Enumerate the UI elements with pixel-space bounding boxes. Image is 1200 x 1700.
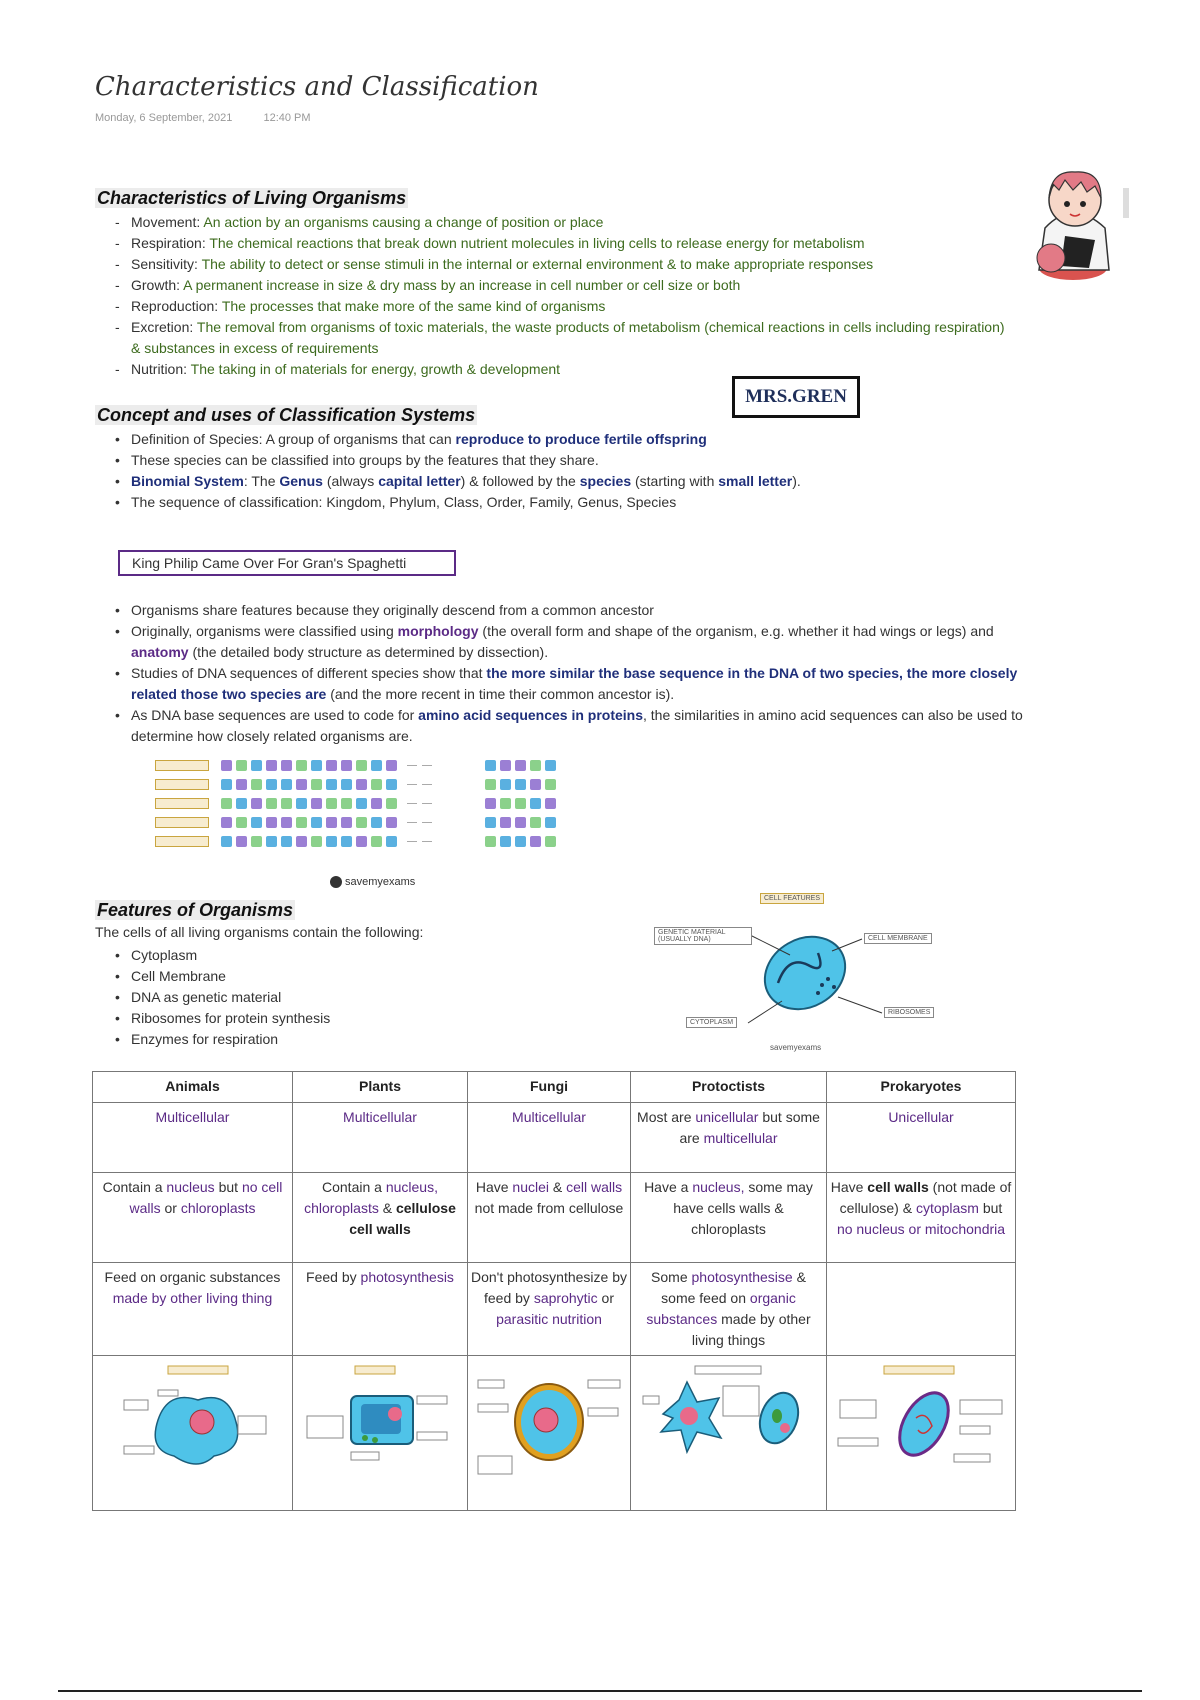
cell-fungi-structure: Have nuclei & cell walls not made from cellulose (468, 1173, 631, 1263)
amino-acid-block (251, 836, 262, 847)
cell-animals-structure: Contain a nucleus but no cell walls or chloroplasts (93, 1173, 293, 1263)
species-definition: • Definition of Species: A group of organisms that can reproduce to produce fertile offspring (95, 429, 1015, 450)
cell-membrane-label: CELL MEMBRANE (864, 933, 932, 944)
amino-acid-block (326, 836, 337, 847)
sequence-gap (407, 803, 417, 804)
amino-acid-block (530, 760, 541, 771)
amino-acid-block (341, 836, 352, 847)
table-row (93, 1173, 1016, 1263)
cell-fungi-cellularity: Multicellular (468, 1103, 631, 1173)
header-prokaryotes: Prokaryotes (827, 1072, 1016, 1103)
amino-acid-block (251, 798, 262, 809)
animal-cell-diagram (93, 1356, 293, 1511)
amino-acid-block (236, 779, 247, 790)
page-time: 12:40 PM (263, 112, 311, 124)
sequence-label (155, 760, 209, 771)
amino-acid-block (356, 836, 367, 847)
amino-acid-block (236, 760, 247, 771)
amino-acid-block (515, 836, 526, 847)
sequence-gap (407, 765, 417, 766)
amino-acid-block (485, 760, 496, 771)
header-protoctists: Protoctists (631, 1072, 827, 1103)
page-bottom-rule (58, 1690, 1142, 1692)
amino-acid-block (515, 779, 526, 790)
sequence-label (155, 798, 209, 809)
amino-acid-block (485, 779, 496, 790)
amino-acid-sequence-figure (155, 760, 605, 850)
common-ancestor: • Organisms share features because they originally descend from a common ancestor (95, 600, 1025, 621)
amino-acid-block (500, 817, 511, 828)
amino-acid-block (326, 779, 337, 790)
amino-acid-block (545, 779, 556, 790)
evolution-list (95, 600, 1025, 747)
amino-acid-block (530, 817, 541, 828)
amino-acid-block (326, 760, 337, 771)
cell-plants-cellularity: Multicellular (293, 1103, 468, 1173)
amino-acid-block (485, 836, 496, 847)
amino-acid-block (371, 760, 382, 771)
cell-features-title: CELL FEATURES (760, 893, 824, 904)
amino-acid-block (545, 798, 556, 809)
table-row (93, 1103, 1016, 1173)
characteristic-item: - Sensitivity: The ability to detect or sense stimuli in the internal or external environment & to make appropriate responses (95, 254, 1015, 275)
classification-sequence: • The sequence of classification: Kingdom, Phylum, Class, Order, Family, Genus, Species (95, 492, 1015, 513)
amino-acid-block (485, 817, 496, 828)
amino-acid-block (500, 779, 511, 790)
features-list (95, 945, 595, 1050)
sequence-gap (422, 765, 432, 766)
prokaryote-cell-icon (834, 1360, 1009, 1500)
savemyexams-logo: savemyexams (330, 876, 415, 888)
genetic-material-label: GENETIC MATERIAL (USUALLY DNA) (654, 927, 752, 945)
fungal-cell-diagram (468, 1356, 631, 1511)
amino-acid-block (545, 760, 556, 771)
dna-sequences: • Studies of DNA sequences of different species show that the more similar the base sequence in the DNA of two species, the more closely related those two species are (and the more recent in time their common ancestor is). (95, 663, 1025, 705)
protoctist-cell-diagram (631, 1356, 827, 1511)
amino-acid-block (296, 779, 307, 790)
amino-acid-block (296, 798, 307, 809)
sequence-gap (422, 841, 432, 842)
mnemonic-box: King Philip Came Over For Gran's Spaghetti (118, 550, 456, 576)
sequence-label (155, 817, 209, 828)
amino-acid-block (326, 817, 337, 828)
sequence-label (155, 836, 209, 847)
amino-acid-block (236, 836, 247, 847)
cell-animals-cellularity: Multicellular (93, 1103, 293, 1173)
amino-acid-block (266, 779, 277, 790)
character-sticker (1025, 158, 1135, 283)
amino-acid-block (326, 798, 337, 809)
amino-acid-block (266, 798, 277, 809)
feature-item: • DNA as genetic material (95, 987, 595, 1008)
mrs-gren-label: MRS.GREN (732, 376, 860, 418)
sequence-gap (407, 784, 417, 785)
amino-acid-block (311, 836, 322, 847)
table-row (93, 1356, 1016, 1511)
amino-acid-block (386, 760, 397, 771)
amino-acid-block (221, 836, 232, 847)
kingdom-table (92, 1071, 1016, 1511)
amino-acid-block (515, 798, 526, 809)
cell-plants-structure: Contain a nucleus, chloroplasts & cellulose cell walls (293, 1173, 468, 1263)
fungal-cell-icon (474, 1360, 624, 1500)
characteristic-item: - Excretion: The removal from organisms of toxic materials, the waste products of metabolism (chemical reactions in cells including respiration) & substances in excess of requirements (95, 317, 1015, 359)
table-row (93, 1263, 1016, 1356)
amino-acid-block (371, 817, 382, 828)
binomial-system: • Binomial System: The Genus (always capital letter) & followed by the species (starting with small letter). (95, 471, 1015, 492)
amino-acid-block (281, 798, 292, 809)
cytoplasm-label: CYTOPLASM (686, 1017, 737, 1028)
amino-acid-block (356, 760, 367, 771)
amino-acid-block (386, 836, 397, 847)
sequence-gap (422, 784, 432, 785)
amino-acid-block (500, 760, 511, 771)
amino-acid-block (500, 798, 511, 809)
cell-protoctists-cellularity: Most are unicellular but some are multicellular (631, 1103, 827, 1173)
amino-acid-block (386, 798, 397, 809)
page-date: Monday, 6 September, 2021 (95, 112, 233, 124)
amino-acid-block (530, 798, 541, 809)
amino-acid-block (515, 760, 526, 771)
prokaryote-cell-diagram (827, 1356, 1016, 1511)
cell-prokaryotes-structure: Have cell walls (not made of cellulose) & cytoplasm but no nucleus or mitochondria (827, 1173, 1016, 1263)
cell-prokaryotes-nutrition (827, 1263, 1016, 1356)
amino-acid-block (296, 817, 307, 828)
amino-acid-block (341, 817, 352, 828)
sequence-gap (422, 803, 432, 804)
amino-acid-block (515, 817, 526, 828)
diagram-logo: savemyexams (770, 1043, 822, 1052)
amino-acid-block (266, 760, 277, 771)
amino-acid-block (296, 760, 307, 771)
ribosomes-label: RIBOSOMES (884, 1007, 934, 1018)
amino-acid-block (311, 798, 322, 809)
protoctist-cell-icon (639, 1360, 819, 1500)
animal-cell-icon (118, 1360, 268, 1500)
sequence-gap (407, 841, 417, 842)
cell-protoctists-structure: Have a nucleus, some may have cells walls & chloroplasts (631, 1173, 827, 1263)
characteristic-item: - Respiration: The chemical reactions that break down nutrient molecules in living cells to release energy for metabolism (95, 233, 1015, 254)
characteristics-heading: Characteristics of Living Organisms (97, 188, 407, 208)
amino-acid-block (356, 817, 367, 828)
feature-item: • Cell Membrane (95, 966, 595, 987)
amino-acid-block (311, 817, 322, 828)
amino-acid-block (356, 798, 367, 809)
feature-item: • Enzymes for respiration (95, 1029, 595, 1050)
amino-acid-block (236, 798, 247, 809)
amino-acid-block (500, 836, 511, 847)
classification-list (95, 429, 1015, 513)
page-timestamp (95, 112, 339, 124)
amino-acid-block (545, 817, 556, 828)
header-fungi: Fungi (468, 1072, 631, 1103)
amino-acids: • As DNA base sequences are used to code for amino acid sequences in proteins, the similarities in amino acid sequences can also be used to determine how closely related organisms are. (95, 705, 1025, 747)
amino-acid-block (341, 798, 352, 809)
amino-acid-block (386, 779, 397, 790)
amino-acid-block (221, 760, 232, 771)
characteristics-list (95, 212, 1015, 380)
table-header-row (93, 1072, 1016, 1103)
characteristic-item: - Reproduction: The processes that make more of the same kind of organisms (95, 296, 1015, 317)
amino-acid-block (311, 779, 322, 790)
cell-features-diagram (650, 893, 970, 1058)
amino-acid-block (485, 798, 496, 809)
sequence-gap (407, 822, 417, 823)
amino-acid-block (530, 836, 541, 847)
feature-item: • Cytoplasm (95, 945, 595, 966)
amino-acid-block (281, 760, 292, 771)
header-animals: Animals (93, 1072, 293, 1103)
sequence-label (155, 779, 209, 790)
plant-cell-diagram (293, 1356, 468, 1511)
cell-fungi-nutrition: Don't photosynthesize by feed by saprohytic or parasitic nutrition (468, 1263, 631, 1356)
feature-item: • Ribosomes for protein synthesis (95, 1008, 595, 1029)
amino-acid-block (221, 798, 232, 809)
amino-acid-block (371, 798, 382, 809)
amino-acid-block (371, 779, 382, 790)
characteristic-item: - Nutrition: The taking in of materials for energy, growth & development (95, 359, 1015, 380)
classification-heading: Concept and uses of Classification Systems (97, 405, 476, 425)
amino-acid-block (281, 817, 292, 828)
characteristic-item: - Movement: An action by an organisms causing a change of position or place (95, 212, 1015, 233)
amino-acid-block (221, 779, 232, 790)
amino-acid-block (221, 817, 232, 828)
cell-prokaryotes-cellularity: Unicellular (827, 1103, 1016, 1173)
amino-acid-block (236, 817, 247, 828)
amino-acid-block (296, 836, 307, 847)
morphology-anatomy: • Originally, organisms were classified using morphology (the overall form and shape of the organism, e.g. whether it had wings or legs) and anatomy (the detailed body structure as determined by dissection). (95, 621, 1025, 663)
characteristic-item: - Growth: A permanent increase in size & dry mass by an increase in cell number or cell size or both (95, 275, 1015, 296)
cell-animals-nutrition: Feed on organic substances made by other living thing (93, 1263, 293, 1356)
cell-plants-nutrition: Feed by photosynthesis (293, 1263, 468, 1356)
sequence-gap (422, 822, 432, 823)
page-title: Characteristics and Classification (95, 72, 539, 102)
header-plants: Plants (293, 1072, 468, 1103)
species-grouping: • These species can be classified into groups by the features that they share. (95, 450, 1015, 471)
amino-acid-block (371, 836, 382, 847)
amino-acid-block (356, 779, 367, 790)
amino-acid-block (311, 760, 322, 771)
cell-protoctists-nutrition: Some photosynthesise & some feed on organic substances made by other living things (631, 1263, 827, 1356)
plant-cell-icon (305, 1360, 455, 1500)
amino-acid-block (281, 836, 292, 847)
amino-acid-block (266, 836, 277, 847)
amino-acid-block (545, 836, 556, 847)
amino-acid-block (341, 760, 352, 771)
features-heading: Features of Organisms (97, 900, 294, 920)
amino-acid-block (281, 779, 292, 790)
amino-acid-block (341, 779, 352, 790)
amino-acid-block (266, 817, 277, 828)
amino-acid-block (530, 779, 541, 790)
amino-acid-block (386, 817, 397, 828)
features-intro: The cells of all living organisms contain the following: (95, 924, 424, 940)
amino-acid-block (251, 779, 262, 790)
amino-acid-block (251, 817, 262, 828)
amino-acid-block (251, 760, 262, 771)
